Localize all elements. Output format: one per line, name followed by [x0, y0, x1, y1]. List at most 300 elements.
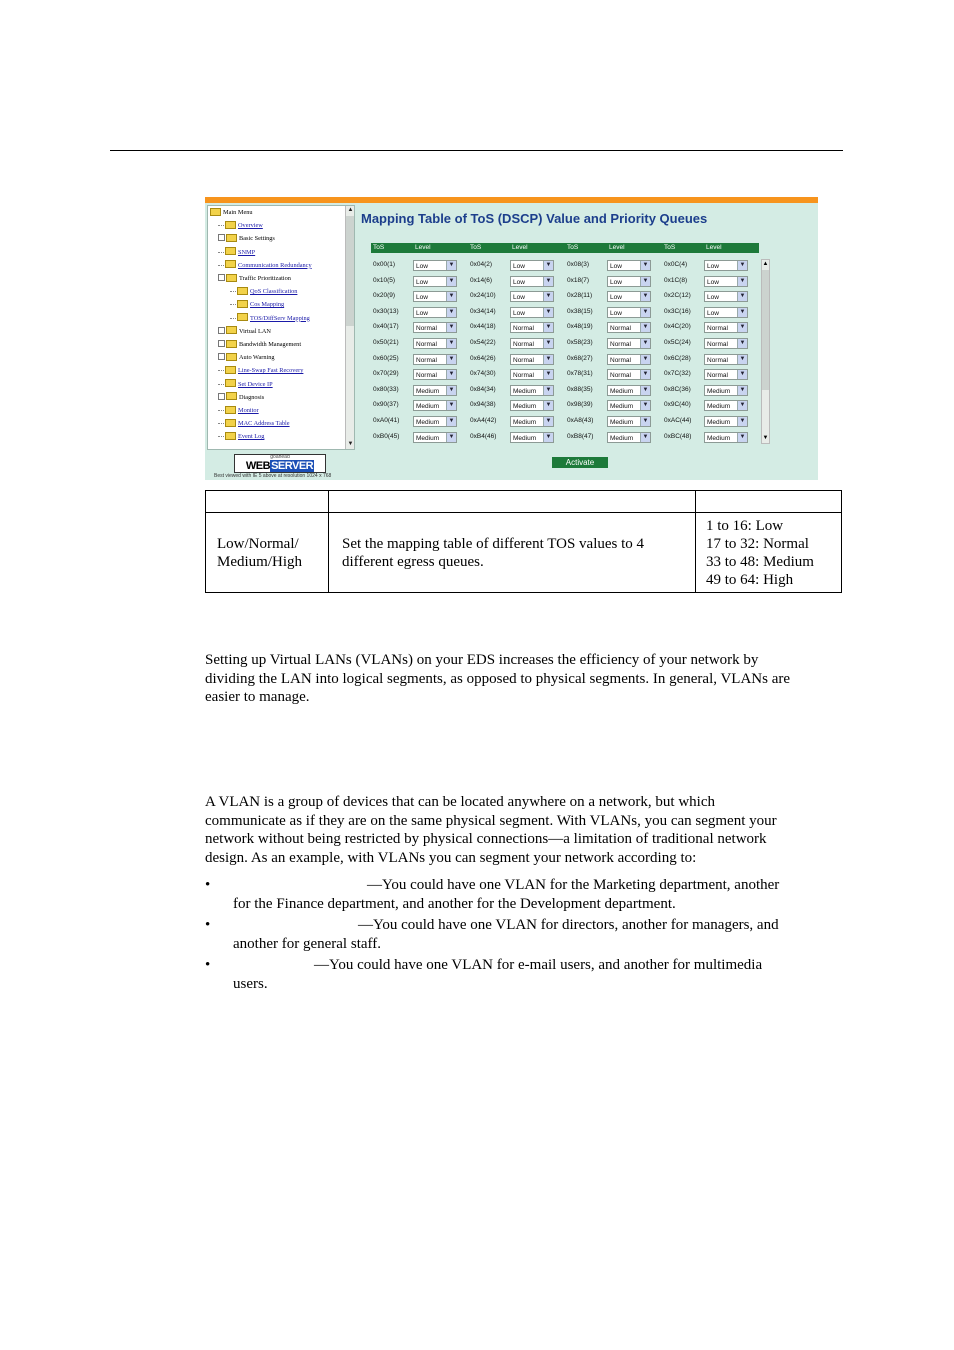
bullet-icon: • [205, 877, 211, 893]
tos-value: 0x7C(32) [664, 370, 691, 378]
folder-icon [225, 419, 236, 427]
menu-item-label[interactable]: Line-Swap Fast Recovery [238, 367, 304, 375]
grid-col-header: Level [609, 244, 625, 251]
level-select-value: Normal [513, 372, 534, 380]
menu-item-label[interactable]: Communication Redundancy [238, 261, 312, 269]
level-select[interactable] [607, 322, 651, 333]
chevron-down-icon[interactable]: ▼ [640, 277, 650, 286]
level-select[interactable] [413, 416, 457, 427]
menu-item-label[interactable]: Cos Mapping [250, 301, 285, 309]
level-select[interactable] [704, 338, 748, 349]
level-select[interactable] [704, 291, 748, 302]
chevron-down-icon[interactable]: ▼ [543, 433, 553, 442]
tos-value: 0x3C(16) [664, 307, 691, 315]
bullet-icon: • [205, 957, 211, 973]
grid-col-header: Level [415, 244, 431, 251]
level-select[interactable] [704, 354, 748, 365]
level-select-value: Low [416, 294, 428, 302]
scroll-down-icon[interactable]: ▼ [347, 441, 354, 447]
menu-item-label[interactable]: Overview [238, 222, 263, 230]
tos-value: 0x50(21) [373, 339, 399, 346]
menu-item-label[interactable]: QoS Classification [250, 288, 298, 296]
level-select-value: Medium [513, 403, 537, 411]
menu-item-label[interactable]: Virtual LAN [239, 327, 271, 335]
level-select[interactable] [413, 338, 457, 349]
level-select-value: Medium [707, 419, 731, 426]
tos-value: 0x78(31) [567, 370, 593, 378]
tree-connector [218, 410, 224, 411]
level-select-value: Medium [610, 434, 634, 442]
chevron-down-icon[interactable]: ▼ [640, 386, 650, 395]
col-header-default [696, 491, 842, 513]
chevron-down-icon[interactable]: ▼ [543, 292, 553, 301]
level-select[interactable] [704, 369, 748, 380]
tos-value: 0x64(26) [470, 354, 496, 362]
grid-col-header: ToS [373, 244, 385, 251]
menu-item[interactable] [218, 273, 291, 285]
level-select[interactable] [704, 416, 748, 427]
level-select-value: Medium [416, 419, 440, 426]
cell-setting: Low/Normal/ Medium/High [206, 513, 329, 593]
chevron-down-icon[interactable]: ▼ [543, 355, 553, 364]
level-select-value: Low [416, 309, 428, 317]
level-select-value: Low [610, 294, 622, 302]
chevron-down-icon[interactable]: ▼ [640, 417, 650, 426]
tree-connector [218, 252, 224, 253]
level-select[interactable] [413, 307, 457, 318]
chevron-down-icon[interactable]: ▼ [446, 386, 456, 395]
menu-item[interactable] [218, 379, 273, 391]
tos-value: 0x40(17) [373, 323, 399, 331]
menu-item[interactable] [218, 418, 290, 430]
menu-item[interactable] [218, 220, 263, 232]
tos-value: 0x60(25) [373, 354, 399, 362]
grid-col-header: ToS [567, 244, 579, 251]
tree-connector [218, 225, 224, 226]
tos-value: 0x04(2) [470, 261, 493, 268]
mapping-title: Mapping Table of ToS (DSCP) Value and Priority Queues [361, 211, 708, 226]
level-select-value: Low [513, 278, 525, 286]
menu-item-label[interactable]: SNMP [238, 248, 256, 256]
level-select[interactable] [607, 432, 651, 443]
tos-value: 0x0C(4) [664, 261, 688, 268]
expand-icon[interactable] [218, 274, 225, 281]
level-select-value: Normal [416, 341, 437, 348]
folder-icon [225, 260, 236, 268]
level-select[interactable] [704, 400, 748, 411]
level-select[interactable] [510, 276, 554, 287]
chevron-down-icon[interactable]: ▼ [640, 339, 650, 348]
level-select-value: Low [513, 294, 525, 302]
tos-value: 0x94(38) [470, 401, 496, 409]
tos-value: 0x4C(20) [664, 323, 691, 331]
menu-item-label[interactable]: Main Menu [223, 209, 253, 216]
level-select-value: Normal [416, 372, 437, 380]
level-select[interactable] [413, 369, 457, 380]
folder-icon [210, 208, 221, 216]
tos-value: 0x30(13) [373, 307, 399, 315]
level-select-value: Normal [416, 325, 437, 333]
chevron-down-icon[interactable]: ▼ [446, 308, 456, 317]
tos-value: 0x2C(12) [664, 292, 691, 300]
level-select-value: Low [610, 309, 622, 317]
chevron-down-icon[interactable]: ▼ [737, 308, 747, 317]
level-select[interactable] [607, 354, 651, 365]
goahead-webserver-logo: goahead WEBSERVER [234, 454, 326, 473]
level-select[interactable] [704, 307, 748, 318]
chevron-down-icon[interactable]: ▼ [737, 355, 747, 364]
tos-value: 0x34(14) [470, 307, 496, 315]
chevron-down-icon[interactable]: ▼ [446, 417, 456, 426]
level-select[interactable] [704, 432, 748, 443]
folder-icon [226, 392, 237, 400]
level-select-value: Medium [513, 419, 537, 426]
tos-value: 0x90(37) [373, 401, 399, 409]
level-select-value: Medium [513, 387, 537, 395]
menu-item-label[interactable]: TOS/DiffServ Mapping [250, 314, 310, 322]
expand-icon[interactable] [218, 327, 225, 334]
level-select[interactable] [607, 338, 651, 349]
level-select-value: Normal [707, 356, 728, 364]
level-select[interactable] [510, 322, 554, 333]
level-select[interactable] [510, 338, 554, 349]
grid-header [371, 243, 759, 253]
tos-value: 0x74(30) [470, 370, 496, 378]
tos-value: 0x9C(40) [664, 401, 691, 409]
level-select[interactable] [607, 307, 651, 318]
chevron-down-icon[interactable]: ▼ [446, 339, 456, 348]
tree-connector [218, 436, 224, 437]
level-select-value: Normal [707, 325, 728, 333]
menu-item-label[interactable]: Bandwidth Management [239, 341, 302, 348]
tos-value: 0x10(5) [373, 276, 396, 284]
settings-table [205, 490, 842, 593]
level-select-value: Normal [416, 356, 437, 364]
level-select-value: Normal [610, 372, 631, 380]
expand-icon[interactable] [218, 353, 225, 360]
expand-icon[interactable] [218, 340, 225, 347]
level-select-value: Medium [416, 387, 440, 395]
level-select[interactable] [413, 276, 457, 287]
tos-value: 0x24(10) [470, 292, 496, 300]
level-select-value: Low [513, 309, 525, 317]
tos-value: 0x88(35) [567, 385, 593, 393]
tree-connector [218, 265, 224, 266]
tos-value: 0x98(39) [567, 401, 593, 409]
level-select[interactable] [413, 291, 457, 302]
level-select[interactable] [704, 276, 748, 287]
level-select[interactable] [704, 260, 748, 271]
menu-item[interactable] [218, 326, 271, 338]
tos-value: 0x6C(28) [664, 354, 691, 362]
level-select[interactable] [510, 385, 554, 396]
folder-icon [237, 300, 248, 308]
level-select[interactable] [413, 400, 457, 411]
folder-icon [226, 234, 237, 242]
tree-connector [218, 423, 224, 424]
level-select-value: Medium [416, 403, 440, 411]
chevron-down-icon[interactable]: ▼ [543, 308, 553, 317]
level-select[interactable] [510, 369, 554, 380]
level-select-value: Medium [610, 419, 634, 426]
activate-button[interactable]: Activate [552, 457, 608, 468]
menu-item-label[interactable]: MAC Address Table [238, 420, 290, 428]
menu-item[interactable] [218, 260, 312, 272]
level-select-value: Medium [707, 387, 731, 395]
tos-value: 0xBC(48) [664, 432, 692, 440]
chevron-down-icon[interactable]: ▼ [737, 401, 747, 410]
level-select-value: Normal [513, 325, 534, 333]
folder-icon [225, 406, 236, 414]
level-select-value: Low [707, 309, 719, 317]
level-select[interactable] [413, 385, 457, 396]
menu-item-label[interactable]: Monitor [238, 407, 259, 414]
chevron-down-icon[interactable]: ▼ [446, 261, 456, 270]
menu-item[interactable] [218, 431, 264, 443]
tos-value: 0x80(33) [373, 385, 399, 393]
folder-icon [225, 247, 236, 255]
browser-note: Best viewed with IE 5 above at resolution 1024 x 768 [214, 473, 332, 479]
level-select-value: Low [707, 294, 719, 302]
orange-top-bar [205, 197, 818, 203]
tree-connector [218, 384, 224, 385]
chevron-down-icon[interactable]: ▼ [446, 277, 456, 286]
folder-icon [225, 379, 236, 387]
level-select-value: Normal [707, 341, 728, 348]
chevron-down-icon[interactable]: ▼ [543, 277, 553, 286]
level-select[interactable] [413, 354, 457, 365]
level-select[interactable] [510, 260, 554, 271]
grid-col-header: ToS [470, 244, 482, 251]
menu-item[interactable] [230, 299, 284, 311]
chevron-down-icon[interactable]: ▼ [640, 401, 650, 410]
tos-value: 0x18(7) [567, 276, 590, 284]
scroll-thumb[interactable] [346, 216, 355, 326]
cell-description: Set the mapping table of different TOS values to 4 different egress queues. [329, 513, 696, 593]
level-select-value: Medium [707, 403, 731, 411]
level-select[interactable] [607, 416, 651, 427]
level-select[interactable] [510, 432, 554, 443]
level-select-value: Medium [416, 434, 440, 442]
chevron-down-icon[interactable]: ▼ [543, 323, 553, 332]
tos-value: 0xA0(41) [373, 417, 400, 424]
chevron-down-icon[interactable]: ▼ [446, 370, 456, 379]
level-select-value: Normal [513, 356, 534, 364]
menu-item[interactable] [230, 313, 310, 325]
bullet-icon: • [205, 917, 211, 933]
level-select-value: Low [610, 278, 622, 286]
folder-icon [226, 340, 237, 348]
scroll-down-icon[interactable]: ▼ [762, 435, 769, 441]
level-select-value: Low [416, 263, 428, 270]
menu-item[interactable] [218, 233, 275, 245]
tos-value: 0x5C(24) [664, 339, 691, 346]
chevron-down-icon[interactable]: ▼ [737, 433, 747, 442]
chevron-down-icon[interactable]: ▼ [737, 261, 747, 270]
col-header-setting [206, 491, 329, 513]
web-console-screenshot [205, 197, 818, 480]
level-select[interactable] [607, 260, 651, 271]
col-header-description [329, 491, 696, 513]
chevron-down-icon[interactable]: ▼ [640, 261, 650, 270]
folder-icon [225, 432, 236, 440]
menu-item-label[interactable]: Set Device IP [238, 380, 273, 388]
vlan-definition-paragraph: A VLAN is a group of devices that can be located anywhere on a network, but which communicate as if they are on the same physical segment. With VLANs, you can segment your network without being restricted by physical connections—a limitation of traditional network design. As an example, with VLANs you can segment your network according to: [205, 794, 777, 866]
menu-item-label[interactable]: Traffic Prioritization [239, 275, 291, 282]
chevron-down-icon[interactable]: ▼ [737, 386, 747, 395]
level-select-value: Low [416, 278, 428, 286]
tos-value: 0xA4(42) [470, 417, 497, 424]
header-rule [110, 150, 843, 151]
level-select[interactable] [413, 432, 457, 443]
tos-value: 0x44(18) [470, 323, 496, 331]
folder-icon [226, 274, 237, 282]
level-select-value: Low [707, 278, 719, 286]
menu-item-label[interactable]: Basic Settings [239, 235, 275, 243]
chevron-down-icon[interactable]: ▼ [446, 323, 456, 332]
menu-item[interactable] [230, 286, 297, 298]
menu-item[interactable] [218, 339, 301, 351]
chevron-down-icon[interactable]: ▼ [543, 417, 553, 426]
main-menu-tree [207, 205, 355, 450]
tos-value: 0x20(9) [373, 292, 396, 300]
tos-value: 0x28(11) [567, 292, 593, 300]
level-select-value: Low [707, 263, 719, 270]
level-select[interactable] [607, 385, 651, 396]
tos-value: 0x1C(8) [664, 276, 688, 284]
chevron-down-icon[interactable]: ▼ [737, 277, 747, 286]
tos-value: 0x70(29) [373, 370, 399, 378]
level-select-value: Low [610, 263, 622, 270]
vlan-intro-paragraph: Setting up Virtual LANs (VLANs) on your EDS increases the efficiency of your network by dividing the LAN into logical segments, as opposed to physical segments. In general, VLANs are easier to manage. [205, 652, 791, 705]
tos-value: 0x48(19) [567, 323, 593, 331]
folder-icon [237, 313, 248, 321]
menu-item[interactable] [218, 405, 259, 417]
tos-value: 0x54(22) [470, 339, 496, 346]
chevron-down-icon[interactable]: ▼ [543, 386, 553, 395]
chevron-down-icon[interactable]: ▼ [543, 401, 553, 410]
menu-scrollbar[interactable] [345, 206, 355, 449]
tos-value: 0xB4(46) [470, 432, 497, 440]
tos-value: 0x14(6) [470, 276, 493, 284]
expand-icon[interactable] [218, 234, 225, 241]
menu-item[interactable] [218, 352, 275, 364]
menu-item-label[interactable]: Event Log [238, 433, 265, 441]
expand-icon[interactable] [218, 393, 225, 400]
chevron-down-icon[interactable]: ▼ [737, 417, 747, 426]
grid-col-header: ToS [664, 244, 676, 251]
tree-connector [230, 291, 236, 292]
chevron-down-icon[interactable]: ▼ [737, 370, 747, 379]
level-select[interactable] [510, 400, 554, 411]
tree-connector [230, 318, 236, 319]
level-select-value: Normal [610, 356, 631, 364]
menu-item-label[interactable]: Diagnosis [239, 393, 265, 401]
tos-value: 0x8C(36) [664, 385, 691, 393]
menu-item[interactable] [218, 247, 255, 259]
chevron-down-icon[interactable]: ▼ [640, 355, 650, 364]
scroll-thumb[interactable] [762, 270, 769, 390]
folder-icon [225, 221, 236, 229]
level-select[interactable] [607, 276, 651, 287]
menu-item[interactable] [218, 392, 264, 404]
chevron-down-icon[interactable]: ▼ [737, 323, 747, 332]
scroll-up-icon[interactable]: ▲ [347, 207, 354, 213]
tos-value: 0x38(15) [567, 307, 593, 315]
level-select-value: Normal [707, 372, 728, 380]
chevron-down-icon[interactable]: ▼ [640, 370, 650, 379]
chevron-down-icon[interactable]: ▼ [737, 339, 747, 348]
grid-col-header: Level [706, 244, 722, 251]
chevron-down-icon[interactable]: ▼ [543, 261, 553, 270]
chevron-down-icon[interactable]: ▼ [543, 339, 553, 348]
menu-item[interactable] [210, 207, 253, 219]
level-select[interactable] [413, 322, 457, 333]
scroll-up-icon[interactable]: ▲ [762, 261, 769, 267]
chevron-down-icon[interactable]: ▼ [640, 292, 650, 301]
level-select-value: Medium [513, 434, 537, 442]
level-select[interactable] [510, 291, 554, 302]
folder-icon [237, 287, 248, 295]
menu-item-label[interactable]: Auto Warning [239, 354, 275, 362]
level-select[interactable] [607, 291, 651, 302]
cell-factory-default: 1 to 16: Low 17 to 32: Normal 33 to 48: Medium 49 to 64: High [696, 513, 842, 593]
chevron-down-icon[interactable]: ▼ [446, 355, 456, 364]
chevron-down-icon[interactable]: ▼ [446, 292, 456, 301]
level-select-value: Medium [610, 403, 634, 411]
chevron-down-icon[interactable]: ▼ [640, 308, 650, 317]
folder-icon [225, 366, 236, 374]
tos-value: 0x08(3) [567, 261, 590, 268]
chevron-down-icon[interactable]: ▼ [640, 433, 650, 442]
level-select-value: Normal [513, 341, 534, 348]
menu-item[interactable] [218, 365, 303, 377]
chevron-down-icon[interactable]: ▼ [543, 370, 553, 379]
level-select-value: Low [513, 263, 525, 270]
folder-icon [226, 326, 237, 334]
grid-scrollbar[interactable] [761, 259, 770, 444]
level-select-value: Normal [610, 341, 631, 348]
tree-connector [230, 304, 236, 305]
grid-col-header: Level [512, 244, 528, 251]
level-select-value: Medium [610, 387, 634, 395]
tos-value: 0x00(1) [373, 261, 396, 268]
tos-value: 0xA8(43) [567, 417, 594, 424]
level-select[interactable] [510, 307, 554, 318]
tos-value: 0xB8(47) [567, 432, 594, 440]
level-select[interactable] [607, 369, 651, 380]
level-select[interactable] [607, 400, 651, 411]
chevron-down-icon[interactable]: ▼ [640, 323, 650, 332]
level-select[interactable] [704, 385, 748, 396]
level-select-value: Medium [707, 434, 731, 442]
folder-icon [226, 353, 237, 361]
chevron-down-icon[interactable]: ▼ [446, 433, 456, 442]
tos-value: 0x58(23) [567, 339, 593, 346]
chevron-down-icon[interactable]: ▼ [737, 292, 747, 301]
chevron-down-icon[interactable]: ▼ [446, 401, 456, 410]
level-select[interactable] [510, 354, 554, 365]
tree-connector [218, 370, 224, 371]
tos-value: 0xAC(44) [664, 417, 692, 424]
tos-value: 0xB0(45) [373, 432, 400, 440]
level-select[interactable] [510, 416, 554, 427]
tos-value: 0x84(34) [470, 385, 496, 393]
level-select[interactable] [704, 322, 748, 333]
level-select[interactable] [413, 260, 457, 271]
tos-value: 0x68(27) [567, 354, 593, 362]
level-select-value: Normal [610, 325, 631, 333]
